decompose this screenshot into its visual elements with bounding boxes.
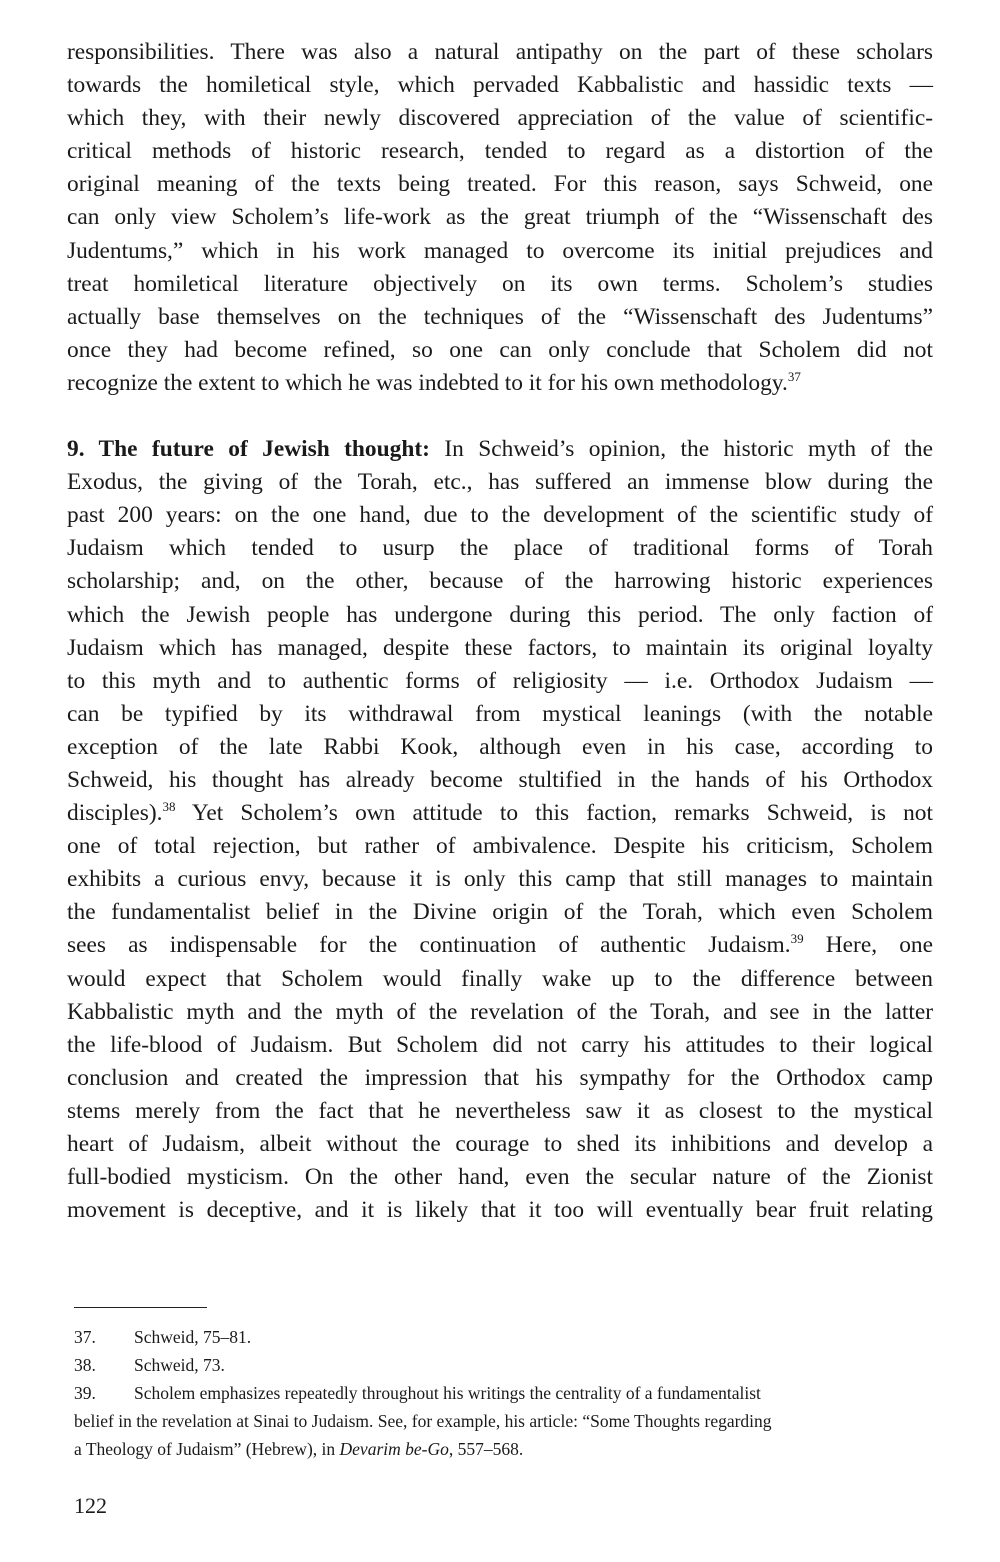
text-line: which they, with their newly discovered appreciation of the value of scientific- [67, 105, 933, 132]
paragraph-future-of-jewish-thought [67, 433, 933, 1227]
body-text [67, 36, 933, 1227]
footnote-37 [74, 1323, 940, 1351]
footnote-39 [74, 1379, 940, 1463]
book-title: Devarim be-Go [339, 1439, 449, 1459]
text-line: one of total rejection, but rather of ambivalence. Despite his criticism, Scholem [67, 833, 933, 860]
text-line: Judentums,” which in his work managed to overcome its initial prejudices and [67, 237, 933, 264]
footnote-text: , 557–568. [448, 1439, 524, 1459]
footnote-number: 38. [74, 1355, 96, 1375]
text-line: exception of the late Rabbi Kook, although even in his case, according to [67, 733, 933, 760]
text-line: stems merely from the fact that he nevertheless saw it as closest to the mystical [67, 1097, 933, 1124]
footnote-line: belief in the revelation at Sinai to Judaism. See, for example, his article: “Some Thoughts regarding [74, 1411, 772, 1431]
text-line [67, 367, 933, 400]
text-line: actually base themselves on the techniques of the “Wissenschaft des Judentums” [67, 303, 933, 330]
text-line: heart of Judaism, albeit without the courage to shed its inhibitions and develop a [67, 1131, 933, 1157]
text-line: conclusion and created the impression that his sympathy for the Orthodox camp [67, 1064, 933, 1091]
footnote-number: 39. [74, 1383, 96, 1403]
text-line: Schweid, his thought has already become stultified in the hands of his Orthodox [67, 766, 933, 793]
text-line: can only view Scholem’s life-work as the great triumph of the “Wissenschaft des [67, 204, 933, 231]
text-line: original meaning of the texts being treated. For this reason, says Schweid, one [67, 171, 933, 198]
footnote-ref-38: 38 [162, 799, 176, 815]
text-line [67, 797, 933, 830]
footnote-divider [74, 1307, 207, 1308]
footnotes [74, 1323, 940, 1463]
footnote-ref-37: 37 [787, 368, 801, 384]
footnote-text: Schweid, 75–81. [134, 1327, 252, 1347]
text-line: critical methods of historic research, tended to regard as a distortion of the [67, 138, 933, 165]
text-line: would expect that Scholem would finally wake up to the difference between [67, 965, 933, 992]
text-line: can be typified by its withdrawal from mystical leanings (with the notable [67, 700, 933, 727]
text-fragment: Here, one [803, 932, 934, 959]
text-line: to this myth and to authentic forms of religiosity — i.e. Orthodox Judaism — [67, 667, 933, 694]
text-fragment: disciples). [67, 800, 163, 827]
text-line: Judaism which has managed, despite these factors, to maintain its original loyalty [67, 634, 933, 661]
paragraph-gap [67, 400, 933, 433]
footnote-text: Scholem emphasizes repeatedly throughout his writings the centrality of a fundamentalist [134, 1383, 761, 1403]
text-line [67, 929, 933, 962]
section-heading: 9. The future of Jewish thought: [67, 436, 430, 463]
text-fragment: recognize the extent to which he was indebted to it for his own methodology. [67, 369, 788, 396]
text-line: towards the homiletical style, which pervaded Kabbalistic and hassidic texts — [67, 72, 933, 99]
footnote-line [74, 1379, 940, 1407]
text-line: past 200 years: on the one hand, due to the development of the scientific study of [67, 502, 933, 529]
text-line: exhibits a curious envy, because it is only this camp that still manages to maintain [67, 866, 933, 893]
text-fragment: In Schweid’s opinion, the historic myth of the [429, 436, 933, 463]
text-line: the fundamentalist belief in the Divine origin of the Torah, which even Scholem [67, 899, 933, 926]
text-line: Judaism which tended to usurp the place of traditional forms of Torah [67, 535, 933, 562]
text-fragment: Yet Scholem’s own attitude to this faction, remarks Schweid, is not [175, 800, 933, 827]
text-line: full-bodied mysticism. On the other hand, even the secular nature of the Zionist [67, 1164, 933, 1191]
text-line: treat homiletical literature objectively on its own terms. Scholem’s studies [67, 270, 933, 297]
footnote-number: 37. [74, 1327, 96, 1347]
text-line: the life-blood of Judaism. But Scholem did not carry his attitudes to their logical [67, 1031, 933, 1058]
text-line: once they had become refined, so one can only conclude that Scholem did not [67, 336, 933, 363]
footnote-ref-39: 39 [790, 931, 804, 947]
text-line: which the Jewish people has undergone during this period. The only faction of [67, 601, 933, 628]
text-fragment: sees as indispensable for the continuation of authentic Judaism. [67, 932, 791, 959]
footnote-text: Schweid, 73. [134, 1355, 225, 1375]
text-line [67, 433, 933, 466]
text-line: movement is deceptive, and it is likely that it too will eventually bear fruit relating [67, 1197, 933, 1224]
text-line: responsibilities. There was also a natural antipathy on the part of these scholars [67, 39, 933, 65]
paragraph-scholarship [67, 36, 933, 400]
text-line: Kabbalistic myth and the myth of the revelation of the Torah, and see in the latter [67, 998, 933, 1025]
footnote-38 [74, 1351, 940, 1379]
footnote-text: a Theology of Judaism” (Hebrew), in [74, 1439, 340, 1459]
page-number: 122 [74, 1493, 107, 1518]
text-line: Exodus, the giving of the Torah, etc., has suffered an immense blow during the [67, 469, 933, 496]
text-line: scholarship; and, on the other, because of the harrowing historic experiences [67, 568, 933, 595]
footnote-line [74, 1435, 940, 1463]
